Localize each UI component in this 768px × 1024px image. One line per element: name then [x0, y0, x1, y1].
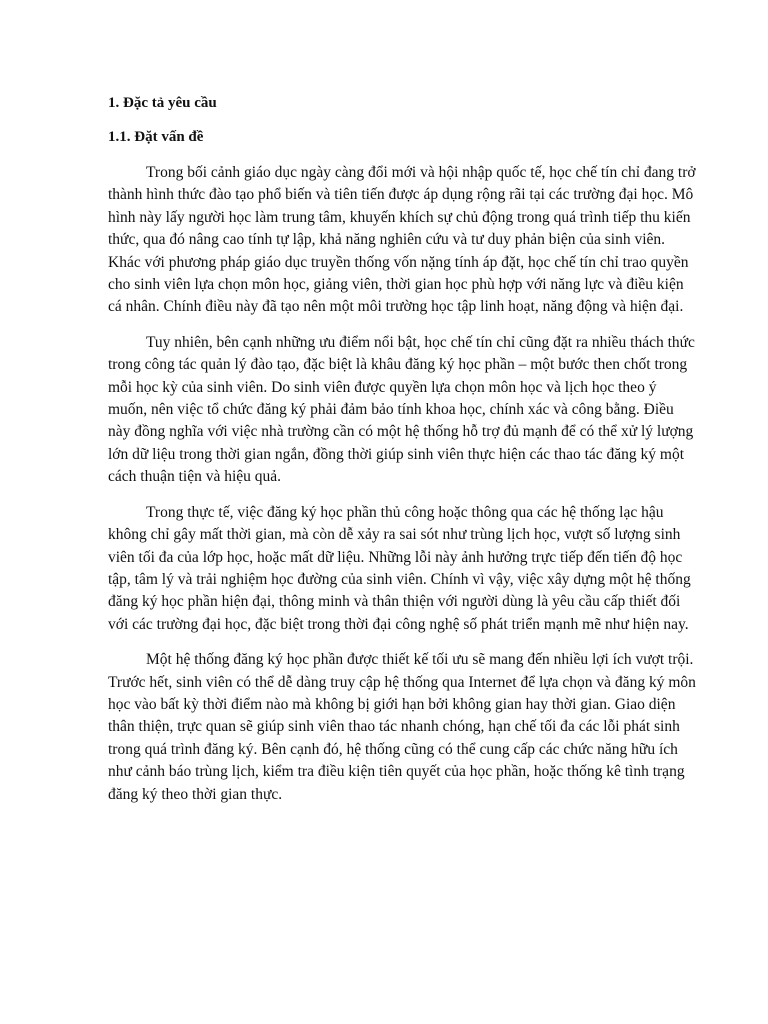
paragraph-1: Trong bối cảnh giáo dục ngày càng đổi mới và hội nhập quốc tế, học chế tín chỉ đang trở thành hình thức đào tạo phổ biến và tiên tiến được áp dụng rộng rãi tại các trường đại học. Mô hình này lấy người học làm trung tâm, khuyến khích sự chủ động trong quá trình tiếp thu kiến thức, qua đó nâng cao tính tự lập, khả năng nghiên cứu và tư duy phản biện của sinh viên. Khác với phương pháp giáo dục truyền thống vốn nặng tính áp đặt, học chế tín chỉ trao quyền cho sinh viên lựa chọn môn học, giảng viên, thời gian học phù hợp với năng lực và điều kiện cá nhân. Chính điều này đã tạo nên một môi trường học tập linh hoạt, năng động và hiện đại.: [108, 164, 696, 316]
paragraph-2: Tuy nhiên, bên cạnh những ưu điểm nổi bật, học chế tín chỉ cũng đặt ra nhiều thách thức trong công tác quản lý đào tạo, đặc biệt là khâu đăng ký học phần – một bước then chốt trong mỗi học kỳ của sinh viên. Do sinh viên được quyền lựa chọn môn học và lịch học theo ý muốn, nên việc tổ chức đăng ký phải đảm bảo tính khoa học, chính xác và công bằng. Điều này đồng nghĩa với việc nhà trường cần có một hệ thống hỗ trợ đủ mạnh để có thể xử lý lượng lớn dữ liệu trong thời gian ngắn, đồng thời giúp sinh viên thực hiện các thao tác đăng ký một cách thuận tiện và hiệu quả.: [108, 333, 695, 486]
subsection-heading: 1.1. Đặt vấn đề: [108, 129, 204, 145]
section-heading: 1. Đặc tả yêu cầu: [108, 95, 217, 111]
paragraph-3: Trong thực tế, việc đăng ký học phần thủ công hoặc thông qua các hệ thống lạc hậu không chỉ gây mất thời gian, mà còn dễ xảy ra sai sót như trùng lịch học, vượt số lượng sinh viên tối đa của lớp học, hoặc mất dữ liệu. Những lỗi này ảnh hưởng trực tiếp đến tiến độ học tập, tâm lý và trải nghiệm học đường của sinh viên. Chính vì vậy, việc xây dựng một hệ thống đăng ký học phần hiện đại, thông minh và thân thiện với người dùng là yêu cầu cấp thiết đối với các trường đại học, đặc biệt trong thời đại công nghệ số phát triển mạnh mẽ như hiện nay.: [108, 503, 691, 633]
paragraph-4: Một hệ thống đăng ký học phần được thiết kế tối ưu sẽ mang đến nhiều lợi ích vượt trội. Trước hết, sinh viên có thể dễ dàng truy cập hệ thống qua Internet để lựa chọn và đăng ký môn học vào bất kỳ thời điểm nào mà không bị giới hạn bởi không gian hay thời gian. Giao diện thân thiện, trực quan sẽ giúp sinh viên thao tác nhanh chóng, hạn chế tối đa các lỗi phát sinh trong quá trình đăng ký. Bên cạnh đó, hệ thống cũng có thể cung cấp các chức năng hữu ích như cảnh báo trùng lịch, kiểm tra điều kiện tiên quyết của học phần, hoặc thống kê tình trạng đăng ký theo thời gian thực.: [108, 651, 696, 803]
document-page: [108, 92, 698, 819]
